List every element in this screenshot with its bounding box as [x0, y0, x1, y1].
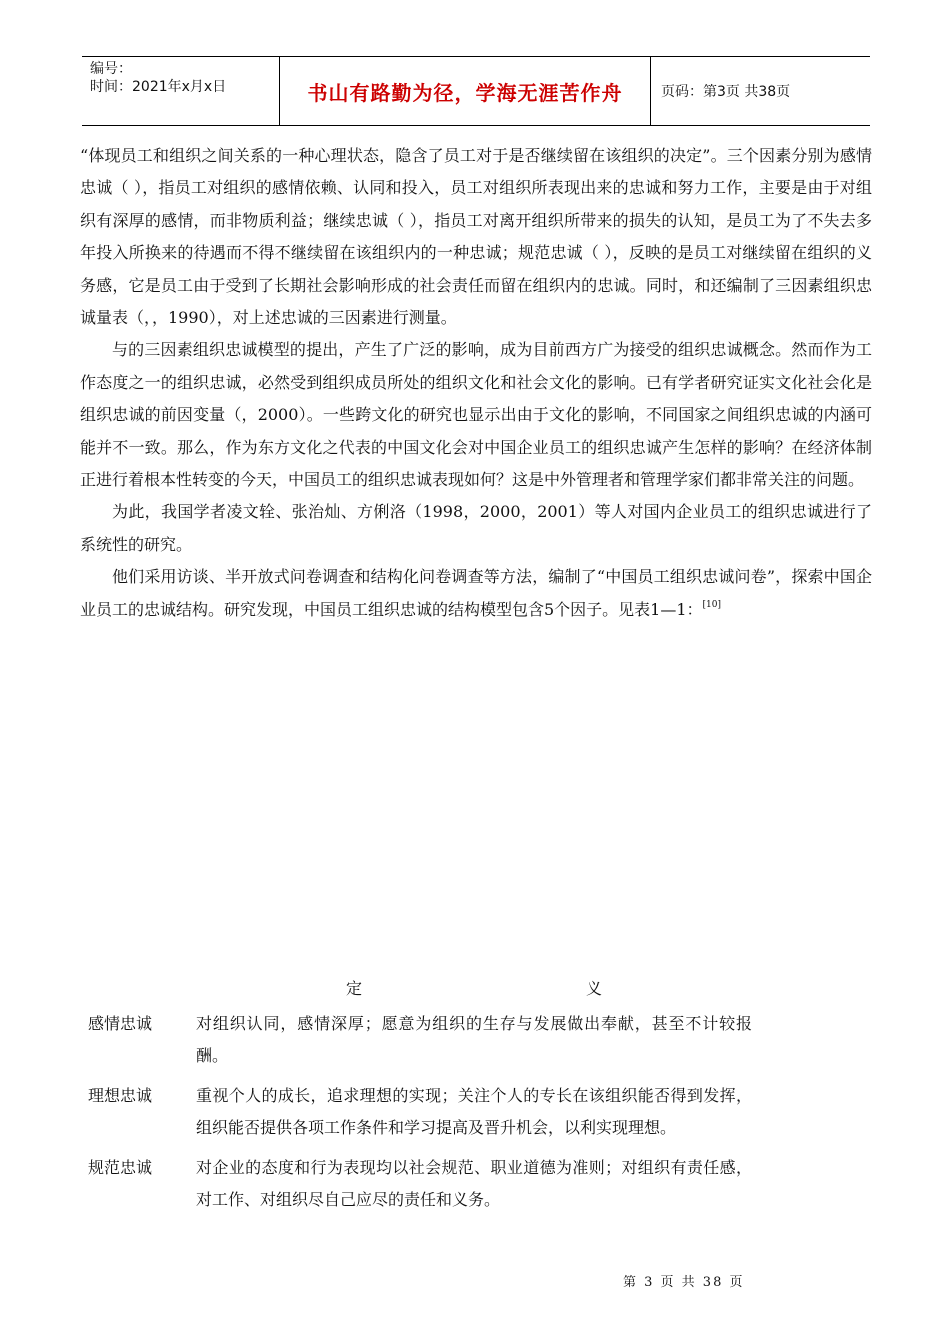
definition-row	[88, 1080, 768, 1144]
definition-text: 对组织认同，感情深厚；愿意为组织的生存与发展做出奉献，甚至不计较报酬。	[196, 1014, 752, 1065]
definition-text: 重视个人的成长，追求理想的实现；关注个人的专长在该组织能否得到发挥，组织能否提供各项工作条件和学习提高及晋升机会，以利实现理想。	[196, 1086, 752, 1137]
header-page-info: 页码：第3页 共38页	[661, 84, 791, 100]
body-paragraph: “体现员工和组织之间关系的一种心理状态，隐含了员工对于是否继续留在该组织的决定”。三个因素分别为感情忠诚（ ），指员工对组织的感情依赖、认同和投入，员工对组织所表现出来的忠诚和努力工作，主要是由于对组织有深厚的感情，而非物质利益；继续忠诚（ ），指员工对离开组织所带来的损失的认知，是员工为了不失去多年投入所换来的待遇而不得不继续留在该组织内的一种忠诚；规范忠诚（ ），反映的是员工对继续留在组织的义务感，它是员工由于受到了长期社会影响形成的社会责任而留在组织内的忠诚。同时，和还编制了三因素组织忠诚量表（，，1990），对上述忠诚的三因素进行测量。	[80, 146, 872, 328]
document-number-label: 编号：	[90, 61, 132, 77]
definition-text: 对企业的态度和行为表现均以社会规范、职业道德为准则；对组织有责任感，对工作、对组织尽自己应尽的责任和义务。	[196, 1158, 752, 1209]
definition-table-header	[0, 976, 950, 1000]
document-time-label: 时间：2021年x月x日	[90, 79, 227, 95]
definition-row	[88, 1152, 768, 1216]
definition-header-char: 定	[346, 979, 363, 998]
definition-row	[88, 1008, 768, 1072]
body-paragraph: 为此，我国学者凌文辁、张治灿、方俐洛（1998，2000，2001）等人对国内企业员工的组织忠诚进行了系统性的研究。	[80, 502, 872, 554]
definition-header-char: 义	[586, 979, 603, 998]
citation-reference: [10]	[702, 599, 722, 610]
page-header	[82, 56, 870, 126]
header-motto: 书山有路勤为径，学海无涯苦作舟	[280, 57, 651, 125]
definition-term: 感情忠诚	[88, 1014, 153, 1033]
header-meta	[82, 57, 280, 125]
definition-table	[88, 1008, 768, 1224]
definition-term: 理想忠诚	[88, 1086, 153, 1105]
body-paragraph: 与的三因素组织忠诚模型的提出，产生了广泛的影响，成为目前西方广为接受的组织忠诚概念。然而作为工作态度之一的组织忠诚，必然受到组织成员所处的组织文化和社会文化的影响。已有学者研究证实文化社会化是组织忠诚的前因变量（，2000）。一些跨文化的研究也显示出由于文化的影响，不同国家之间组织忠诚的内涵可能并不一致。那么，作为东方文化之代表的中国文化会对中国企业员工的组织忠诚产生怎样的影响？在经济体制正进行着根本性转变的今天，中国员工的组织忠诚表现如何？这是中外管理者和管理学家们都非常关注的问题。	[80, 340, 872, 490]
body-paragraph-text: 他们采用访谈、半开放式问卷调查和结构化问卷调查等方法，编制了“中国员工组织忠诚问卷”，探索中国企业员工的忠诚结构。研究发现，中国员工组织忠诚的结构模型包含5个因子。见表1—1：	[80, 567, 872, 619]
definition-term: 规范忠诚	[88, 1158, 153, 1177]
main-body	[80, 140, 872, 626]
body-paragraph-with-citation	[80, 561, 872, 626]
page-footer: 第 3 页 共 38 页	[623, 1275, 745, 1290]
